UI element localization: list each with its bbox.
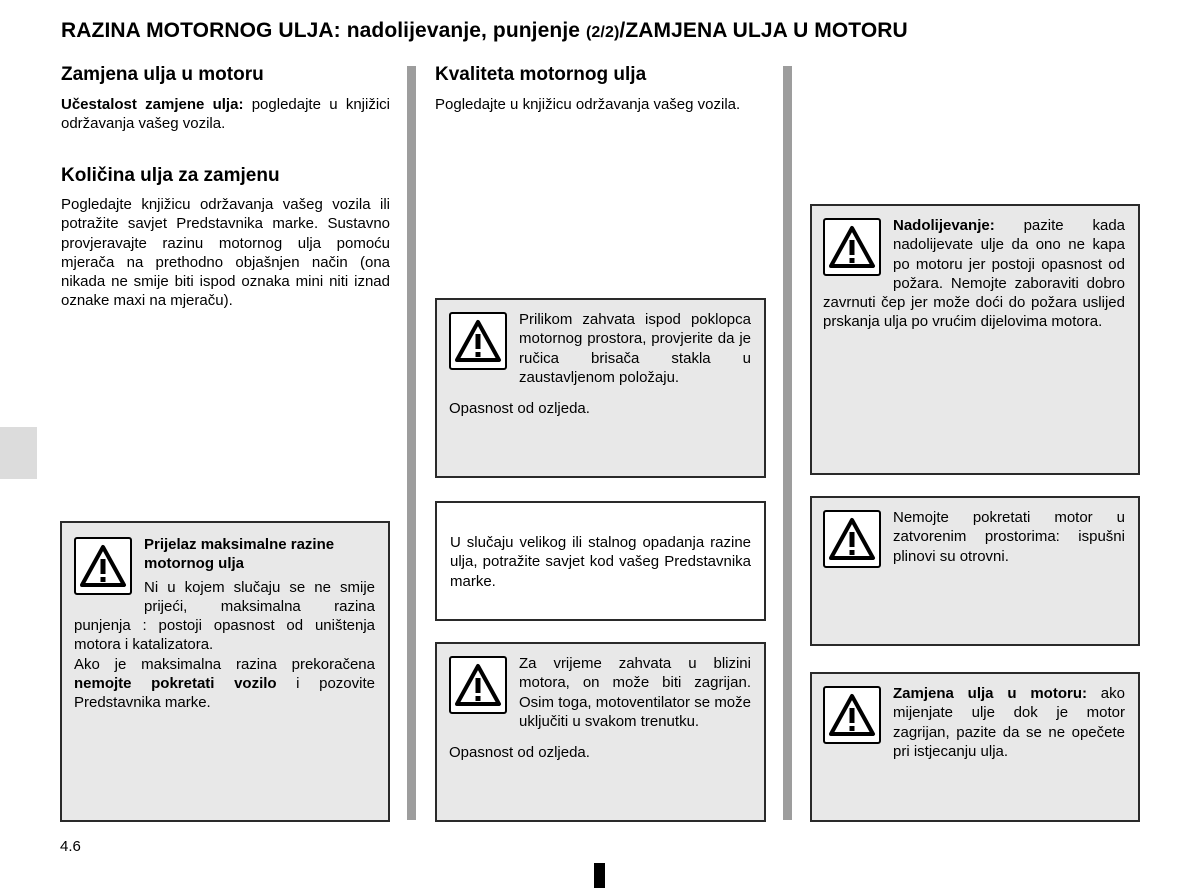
- warning-box-topping-up: [810, 204, 1140, 475]
- warning-box-hot-oil: [810, 672, 1140, 822]
- title-main: RAZINA MOTORNOG ULJA: nadolijevanje, punjenje: [61, 19, 586, 42]
- oil-change-frequency: [61, 95, 390, 134]
- warning-triangle-icon: [449, 656, 507, 714]
- info-box-oil-drop: [435, 501, 766, 621]
- warning-triangle-icon: [823, 686, 881, 744]
- advice-text-end: i pozovite Predstavnika marke.: [74, 675, 375, 712]
- page-number: 4.6: [60, 838, 81, 855]
- warning-triangle-icon: [74, 537, 132, 595]
- oil-quality-text: Pogledajte u knjižicu održavanja vašeg vozila.: [435, 96, 741, 113]
- topping-up-label: Nadolijevanje:: [893, 217, 995, 234]
- topping-up-body: pazite kada nadolijevate ulje da ono ne kapa po motoru jer postoji opasnost od požara. Nemojte zaboraviti dobro zavrnuti čep jer može doći do požara uslijed prskanja ulja po vrućim dijelovima motora.: [823, 217, 1125, 331]
- heading-oil-change: Zamjena ulja u motoru: [61, 64, 264, 85]
- title-page-indicator: (2/2): [585, 24, 620, 41]
- warning-triangle-icon: [823, 510, 881, 568]
- advice-text: Ako je maksimalna razina prekoračena: [74, 655, 375, 673]
- title-secondary: /ZAMJENA ULJA U MOTORU: [619, 19, 908, 42]
- advice-emphasis: nemojte pokretati vozilo: [74, 675, 277, 693]
- warning-box-max-level: [60, 521, 390, 822]
- danger-note: Opasnost od ozljeda.: [449, 744, 590, 762]
- frequency-text: pogledajte u knjižici održavanja vašeg vozila.: [61, 96, 390, 133]
- hot-oil-label: Zamjena ulja u motoru:: [893, 685, 1087, 702]
- hood-wiper-text: Prilikom zahvata ispod poklopca motornog prostora, provjerite da je ručica brisača stakla u zaustavljenom položaju.: [519, 311, 751, 386]
- warning-box-exhaust: [810, 496, 1140, 646]
- page-marker: [594, 863, 605, 888]
- page-title: [61, 19, 908, 43]
- warning-box-hood-wiper: [435, 298, 766, 478]
- heading-oil-quantity: Količina ulja za zamjenu: [61, 165, 280, 186]
- heading-oil-quality: Kvaliteta motornog ulja: [435, 64, 647, 85]
- column-divider-1: [407, 66, 416, 820]
- oil-drop-text: U slučaju velikog ili stalnog opadanja razine ulja, potražite savjet kod vašeg Predstavnika marke.: [450, 534, 751, 590]
- danger-note: Opasnost od ozljeda.: [449, 400, 590, 418]
- hot-engine-text: Za vrijeme zahvata u blizini motora, on može biti zagrijan. Osim toga, motoventilator se može uključiti u svakom trenutku.: [519, 655, 751, 730]
- oil-quantity-text: Pogledajte knjižicu održavanja vašeg vozila ili potražite savjet Predstavnika marke. Sustavno provjeravajte razinu motornog ulja pomoću mjerača na prethodno objašnjen način (ona nikada ne smije biti ispod oznaka mini niti iznad oznake maxi na mjeraču).: [61, 196, 390, 310]
- warning-box-hot-engine: [435, 642, 766, 822]
- warning-triangle-icon: [823, 218, 881, 276]
- warning-max-level-title: Prijelaz maksimalne razine motornog ulja: [144, 536, 335, 573]
- hot-oil-body: ako mijenjate ulje dok je motor zagrijan, pazite da se ne opečete pri istjecanju ulja.: [893, 685, 1125, 760]
- chapter-tab: [0, 427, 37, 479]
- exhaust-text: Nemojte pokretati motor u zatvorenim prostorima: ispušni plinovi su otrovni.: [893, 509, 1125, 565]
- warning-max-level-advice: [74, 655, 375, 713]
- warning-triangle-icon: [449, 312, 507, 370]
- column-divider-2: [783, 66, 792, 820]
- warning-max-level-text: Ni u kojem slučaju se ne smije prijeći, maksimalna razina punjenja : postoji opasnost od uništenja motora i katalizatora.: [74, 578, 375, 654]
- frequency-label: Učestalost zamjene ulja:: [61, 96, 244, 113]
